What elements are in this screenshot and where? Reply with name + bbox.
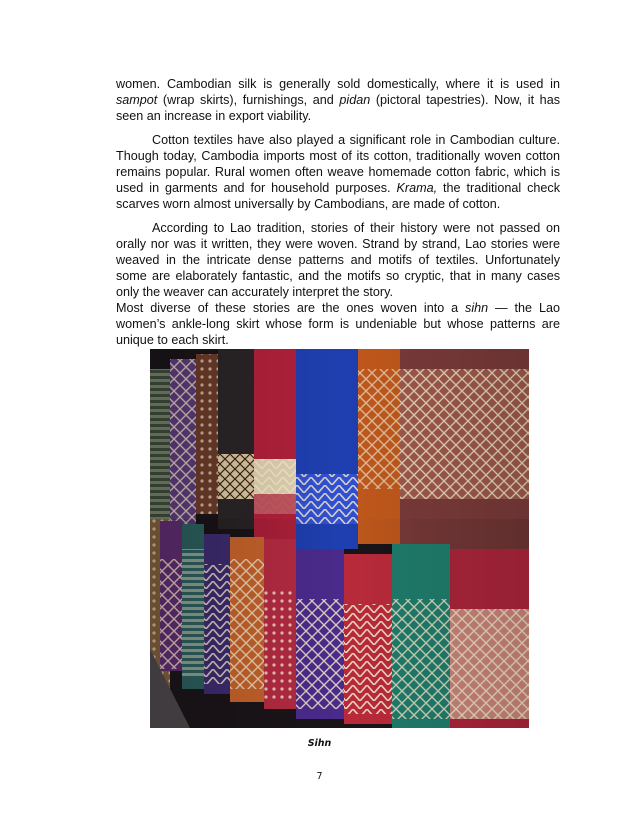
textiles-illustration	[150, 349, 529, 728]
paragraph-lao-tradition: According to Lao tradition, stories of their history were not passed on orally nor was it written, they were woven. Strand by strand, Lao stories were weaved in the intricate dense patterns and motifs of textiles. Unfortunately some are elaborately fantastic, and the motifs so cryptic, that in many cases only the weaver can accurately interpret the story.	[116, 221, 560, 299]
lower-row-textiles	[150, 519, 529, 728]
term-sampot: sampot	[116, 93, 158, 107]
body-text	[116, 76, 560, 348]
term-krama: Krama,	[396, 181, 438, 195]
paragraph-cotton	[116, 132, 560, 212]
page-number: 7	[316, 771, 323, 782]
term-sihn: sihn	[465, 301, 489, 315]
text-run: (pictoral tapestries). Now, it has seen an increase in export viability.	[116, 93, 560, 123]
term-pidan: pidan	[339, 93, 371, 107]
paragraph-sihn	[116, 300, 560, 348]
sihn-textiles-photo	[150, 349, 529, 728]
paragraph-silk	[116, 76, 560, 124]
text-run: the traditional check scarves worn almost universally by Cambodians, are made of cotton.	[116, 181, 560, 211]
text-run: (wrap skirts), furnishings, and	[157, 93, 340, 107]
text-run: women. Cambodian silk is generally sold domestically, where it is used in	[116, 77, 560, 91]
text-run: Most diverse of these stories are the ones woven into a	[116, 301, 466, 315]
figure-caption: Sihn	[307, 738, 332, 749]
text-run: Cotton textiles have also played a significant role in Cambodian culture. Though today, Cambodia imports most of its cotton, traditionally woven cotton remains popular. Rural women often weave homemade cotton fabric, which is used in garments and for household purposes.	[116, 133, 560, 195]
text-run: — the Lao women’s ankle-long skirt whose form is undeniable but whose patterns are unique to each skirt.	[116, 301, 560, 347]
